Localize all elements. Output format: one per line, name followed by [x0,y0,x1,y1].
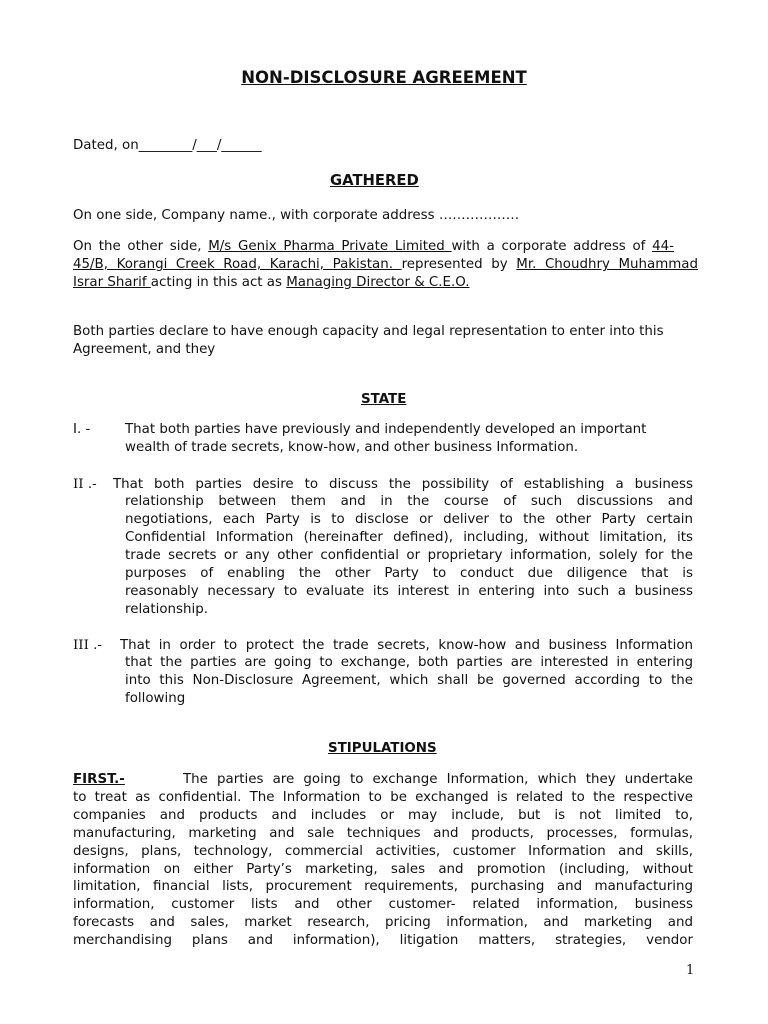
party-two-line-3: Israr Sharif acting in this act as Managing Director & C.E.O. [73,275,470,290]
document-title: NON-DISCLOSURE AGREEMENT [241,68,527,87]
state-item-line: relationship between them and in the course of such discussions and [125,494,693,510]
stipulations-heading: STIPULATIONS [328,741,437,756]
first-clause-line: information on either Party’s marketing, sales and promotion (including, without [73,861,693,877]
first-clause-line: limitation, financial lists, procurement requirements, purchasing and manufacturing [73,879,693,895]
state-item-line: following [125,691,186,707]
party-one-paragraph: On one side, Company name., with corporate address ……………… [73,208,520,223]
gathered-heading: GATHERED [330,172,419,189]
state-item-number: III .- [73,638,102,653]
party-two-line-1: On the other side, M/s Genix Pharma Private Limited with a corporate address of 44- [73,239,674,254]
state-heading: STATE [361,392,407,407]
company-name: M/s Genix Pharma Private Limited [208,239,452,254]
state-item-line: that the parties are going to exchange, both parties are interested in entering [125,655,693,671]
first-clause-lead: The parties are going to exchange Information, which they undertake [183,772,693,787]
party-two-line-2: 45/B, Korangi Creek Road, Karachi, Pakistan. represented by Mr. Choudhry Muhammad [73,257,698,272]
first-clause-line: information, customer lists and other customer- related information, business [73,897,693,913]
first-clause-line: companies and products and includes or may include, but is not limited to, [73,807,693,823]
state-item-line: That both parties desire to discuss the possibility of establishing a business [113,476,693,492]
state-item-line: That both parties have previously and independently developed an important [125,422,647,437]
first-clause-line: forecasts and sales, market research, pricing information, and marketing and [73,915,693,931]
state-item-line: wealth of trade secrets, know-how, and other business Information. [125,440,579,455]
capacity-line-1: Both parties declare to have enough capacity and legal representation to enter into this [73,324,664,339]
state-item-line: purposes of enabling the other Party to conduct due diligence that is [125,566,693,581]
state-item-line: That in order to protect the trade secrets, know-how and business Information [120,637,693,653]
state-item-line: into this Non-Disclosure Agreement, which shall be governed according to the [125,673,693,689]
state-item-number: II .- [73,477,97,492]
first-clause-label: FIRST.- [73,772,125,787]
state-item-line: reasonably necessary to evaluate its interest in entering into such a business [125,583,693,599]
state-item-number: I. - [73,422,91,437]
first-clause-line: to treat as confidential. The Information to be exchanged is related to the respective [73,789,693,805]
state-item-line: trade secrets or any other confidential or proprietary information, solely for the [125,548,693,564]
state-item-line: Confidential Information (hereinafter defined), including, without limitation, its [125,530,693,546]
first-clause-line: merchandising plans and information), litigation matters, strategies, vendor [73,933,693,949]
first-clause-line: designs, plans, technology, commercial activities, customer Information and skills, [73,843,693,859]
date-line: Dated, on________/___/______ [73,138,262,153]
state-item-line: relationship. [125,601,208,617]
representative-title: Managing Director & C.E.O. [286,275,470,290]
page-number: 1 [686,963,695,978]
state-item-line: negotiations, each Party is to disclose or deliver to the other Party certain [125,512,693,528]
company-address: 45/B, Korangi Creek Road, Karachi, Pakistan. [73,257,402,272]
capacity-line-2: Agreement, and they [73,342,216,357]
first-clause-line: manufacturing, marketing and sale techniques and products, processes, formulas, [73,825,693,841]
representative-name: Mr. Choudhry Muhammad [516,257,698,272]
